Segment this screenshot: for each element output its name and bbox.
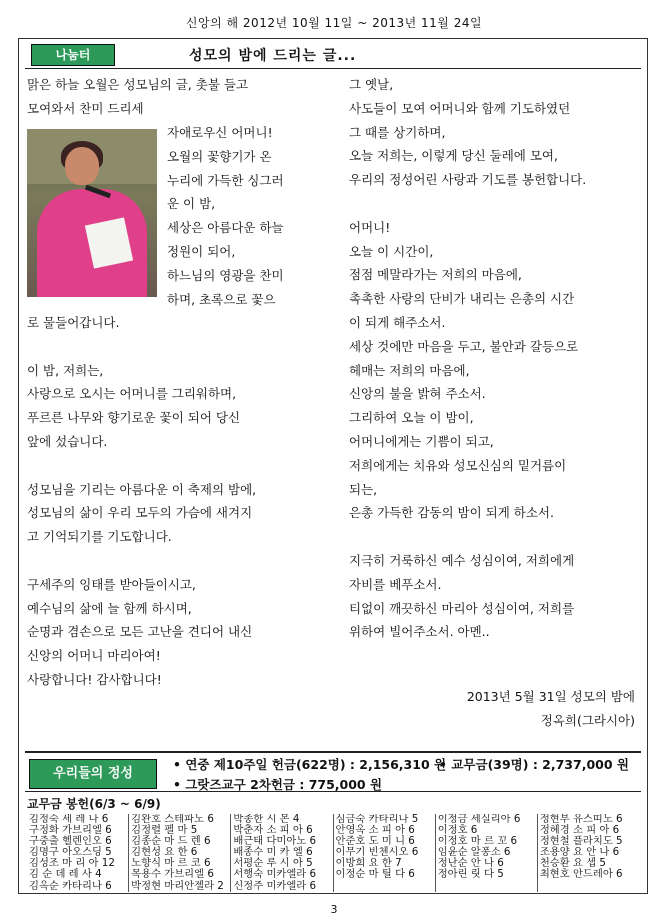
gomu-entry: 정현철 플라치도 5 [539,835,623,848]
gomu-entry: 심금숙 카타리나 5 [335,814,419,825]
right-line: 자비를 베푸소서. [349,576,442,592]
body-line: 순명과 겸손으로 모든 고난을 견디어 내신 [27,624,253,640]
body-line: 예수님의 삶에 늘 함께 하시며, [27,600,192,616]
body-line [27,549,327,573]
gomu-entry: 최현호 안드레아 6 [539,868,623,881]
gomu-column [128,814,230,892]
body-line: 사랑으로 오시는 어머니를 그리워하며, [27,386,237,402]
article-title: 성모의 밤에 드리는 글... [189,48,357,64]
right-line: 티없이 깨끗하신 마리아 성심이여, 저희를 [349,600,575,616]
left-column-intro [27,73,327,121]
gomu-entry: 김완호 스테파노 6 [131,814,214,825]
wrap-line: 운 이 밤, [167,196,216,212]
body-line: 이 밤, 저희는, [27,362,104,378]
speaker-photo [27,129,157,297]
gomu-entry: 목용수 가브리엘 6 [131,868,214,881]
title-divider [25,68,641,69]
gomu-column [435,814,537,892]
right-line [349,525,639,549]
right-line: 이 되게 해주소서. [349,314,446,330]
right-line: 그리하여 오늘 이 밤이, [349,410,474,426]
gomu-entry: 정혜경 소 피 아 6 [539,824,620,837]
body-line: 성모님을 기리는 아름다운 이 축제의 밤에, [27,481,257,497]
gomu-entry: 이정순 마 틸 다 6 [335,868,415,881]
right-line: 그 옛날, [349,77,394,92]
gomu-entry: 정난순 안 나 6 [437,857,504,870]
wrap-line: 자애로우신 어머니! [167,125,273,140]
right-line: 헤매는 저희의 마음에, [349,362,470,378]
gomu-entry: 안준호 도 미 니 6 [335,835,415,848]
gomu-entry: 안영옥 소 피 아 6 [335,824,415,837]
page-header: 신앙의 해 2012년 10월 11일 ~ 2013년 11월 24일 [185,16,483,30]
gomu-entry: 김종순 마 드 렌 6 [131,835,211,848]
gomu-entry: 이정호 6 [437,824,478,837]
right-line: 오늘 저희는, 이렇게 당신 둘레에 모여, [349,148,558,164]
wrap-line: 오월의 꽃향기가 온 [167,148,272,164]
gomu-column [27,814,128,892]
gomu-entry: 신정주 미카엘라 6 [233,879,317,892]
body-line: 사랑합니다! 감사합니다! [27,671,162,687]
gomu-entry: 이정호 마 르 꼬 6 [437,835,518,848]
offering-sunday: • 연중 제10주일 헌금(622명) : 2,156,310 원 [173,757,447,772]
gomu-entry: 노향식 마 르 코 6 [131,857,211,870]
gomu-entry: 구중출 헬렌인오 6 [29,835,112,848]
gomu-entry: 박종한 시 몬 4 [233,814,300,825]
right-line: 어머니! [349,219,391,235]
body-line: 구세주의 잉태를 받아들이시고, [27,576,196,592]
right-line: 점점 메말라가는 저희의 마음에, [349,267,522,283]
intro-line: 모여와서 찬미 드리세 [27,100,144,116]
gomu-entry: 김 순 데 레 사 4 [29,868,102,881]
offering-second: • 그랏즈교구 2차헌금 : 775,000 원 [173,777,383,792]
right-line: 은총 가득한 감동의 밤이 되게 하소서. [349,505,554,521]
gomu-entry: 임윤순 알퐁소 6 [437,846,511,859]
body-line: 앞에 섰습니다. [27,433,108,449]
gomu-table [27,814,639,892]
gomu-entry: 정현부 유스띠노 6 [539,814,623,825]
intro-line: 맑은 하늘 오월은 성모님의 글, 촛불 들고 [27,77,249,92]
left-column-wrap [167,121,319,311]
body-line [27,454,327,478]
gomu-entry: 김명구 아오스딩 5 [29,846,112,859]
gomu-entry: 서행숙 미카엘라 6 [233,868,317,881]
wrap-line: 누리에 가득한 싱그러 [167,172,284,188]
gomu-entry: 구정화 가브리엘 6 [29,824,112,837]
signature-date: 2013년 5월 31일 성모의 밤에 [466,689,635,704]
gomu-entry: 조용양 요 안 나 6 [539,846,620,859]
body-line: 로 물들어갑니다. [27,315,120,330]
signature-name: 정옥희(그라시아) [540,713,635,728]
right-line: 사도들이 모여 어머니와 함께 기도하였던 [349,100,571,116]
body-line: 푸르른 나무와 향기로운 꽃이 되어 당신 [27,410,241,426]
gomu-divider [25,791,641,792]
gomu-entry: 이무기 빈첸시오 6 [335,846,419,859]
right-column-body [349,73,639,644]
right-line: 어머니에게는 기쁨이 되고, [349,433,494,449]
body-line [27,335,327,359]
offering-label: 우리들의 정성 [29,759,157,789]
right-line: 우리의 정성어린 사랑과 기도를 봉헌합니다. [349,172,587,188]
gomu-entry: 김정숙 세 레 나 6 [29,814,109,825]
body-line: 신앙의 어머니 마리아여! [27,648,161,664]
section-label: 나눔터 [31,44,115,66]
gomu-entry: 김옥순 카타리나 6 [29,879,112,892]
right-line: 촉촉한 사랑의 단비가 내리는 은총의 시간 [349,291,575,307]
right-line [349,192,639,216]
right-line: 그 때를 상기하며, [349,124,446,140]
body-line: 고 기억되기를 기도합니다. [27,529,172,545]
right-line: 세상 것에만 마음을 두고, 불안과 갈등으로 [349,338,579,354]
wrap-line: 하며, 초록으로 꽃으 [167,291,276,307]
gomu-entry: 김성조 마 리 아 12 [29,857,115,870]
page-number: 3 [330,903,338,916]
gomu-column [333,814,435,892]
right-line: 되는, [349,481,378,497]
article-title-bar [19,39,647,69]
wrap-line: 정원이 되어, [167,243,236,259]
right-line: 저희에게는 치유와 성모신심의 밑거름이 [349,457,567,473]
offering-divider [25,751,641,753]
gomu-column [537,814,639,892]
gomu-entry: 서평순 루 시 아 5 [233,857,313,870]
gomu-entry: 천승환 요 셉 5 [539,857,606,870]
gomu-entry: 배종수 미 카 엘 6 [233,846,313,859]
bulletin-frame [18,38,648,894]
right-line: 오늘 이 시간이, [349,243,434,259]
left-column-body [27,311,327,692]
gomu-entry: 김현성 요 한 6 [131,846,198,859]
offering-gomu: • 교무금(39명) : 2,737,000 원 [439,757,629,772]
gomu-title: 교무금 봉헌(6/3 ~ 6/9) [27,797,161,811]
gomu-entry: 배근태 다미아노 6 [233,835,317,848]
gomu-entry: 이방희 요 한 7 [335,857,402,870]
gomu-entry: 정아린 릿 다 5 [437,868,504,881]
right-line: 신앙의 불을 밝혀 주소서. [349,386,486,402]
right-line: 지극히 거룩하신 예수 성심이여, 저희에게 [349,552,575,568]
wrap-line: 하느님의 영광을 찬미 [167,267,284,283]
gomu-entry: 박정현 마리안젤라 2 [131,879,224,892]
right-line: 위하여 빌어주소서. 아멘.. [349,624,490,640]
body-line: 성모님의 삶이 우리 모두의 가슴에 새겨지 [27,505,253,521]
gomu-entry: 김정렬 펠 마 5 [131,824,198,837]
wrap-line: 세상은 아름다운 하늘 [167,220,284,236]
gomu-entry: 이정금 세실리아 6 [437,814,521,825]
gomu-entry: 박춘자 소 피 아 6 [233,824,313,837]
gomu-column [230,814,332,892]
